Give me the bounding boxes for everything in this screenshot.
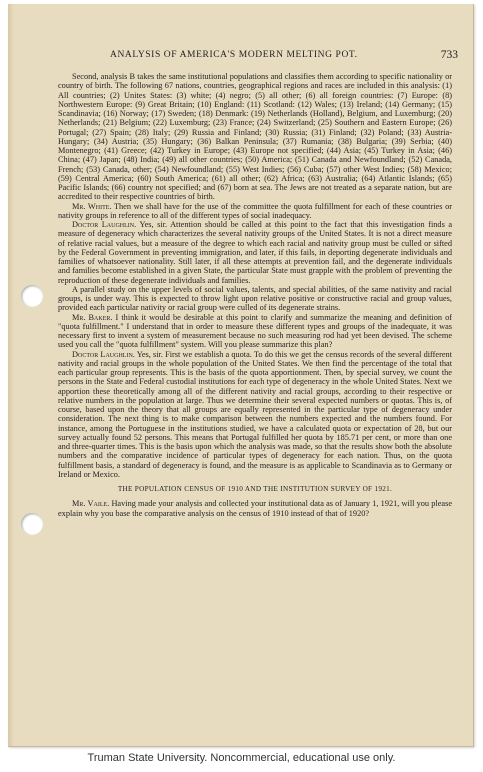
speaker-name: Mr. White. [72, 201, 112, 211]
page-header [66, 50, 458, 66]
paragraph-white [58, 202, 452, 221]
paragraph-baker [58, 313, 452, 350]
paragraph-text: I think it would be desirable at this point to clarify and summarize the meaning and definition of "quota fulfillment." I understand that in order to measure these different types and groups of the inadequate, it was necessary first to invent a system of measurement because no such measuring rod had yet been devised. The scheme used you call the "quota fulfillment" system. Will you please summarize this plan? [58, 312, 452, 350]
running-head: ANALYSIS OF AMERICA'S MODERN MELTING POT. [110, 50, 358, 60]
paragraph-parallel-study: A parallel study on the upper levels of social values, talents, and special abilities, of the same nativity and racial groups, is under way. This is expected to throw light upon relative positive or constructive racial and group values, provided each particular nativity or racial group were culled of its degenerate strains. [58, 284, 452, 313]
speaker-name: Mr. Vaile. [72, 499, 110, 509]
copyright-footer: Truman State University. Noncommercial, educational use only. [87, 752, 396, 764]
paragraph-analysis-b: Second, analysis B takes the same institutional populations and classifies them according to specific nationality or country of birth. The following 67 nations, countries, geographical regions and races are included in this analysis: (1) All countries; (2) Unites States: (3) white; (4) negro; (5) all other; (6) all foreign countries: (7) Europe: (8) Northwestern Europe: (9) Great Britain; (10) England: (11) Scotland: (12) Wales; (13) Ireland; (14) Germany; (15) Scandinavia; (16) Norway; (17) Sweden; (18) Denmark: (19) Netherlands (Holland), Belgium, and Luxemburg; (20) Netherlands; (21) Belgium; (22) Luxemburg; (23) France; (24) Switzerland; (25) Southern and Eastern Europe; (26) Portugal; (27) Spain; (28) Italy; (29) Russia and Finland; (30) Russia; (31) Finland; (32) Poland; (33) Austria-Hungary; (34) Austria; (35) Hungary; (36) Balkan Peninsula; (37) Rumania; (38) Bulgaria; (39) Serbia; (40) Montenegro; (41) Greece; (42) Turkey in Europe; (43) Europe not specified; (44) Asia; (45) Turkey in Asia; (46) China; (47) Japan; (48) India; (49) all other countries; (50) America; (51) Canada and Newfoundland; (52) Canada, French; (53) Canada, other; (54) Newfoundland; (55) West Indies; (56) Cuba; (57) other West Indies; (58) Mexico; (59) Central America; (60) South America; (61) all other; (62) Africa; (63) Australia; (64) Atlantic Islands; (65) Pacific Islands; (66) country not specified; and (67) born at sea. The Jews are not treated as a separate nation, but are accredited to their respective countries of birth. [58, 72, 452, 202]
page-edge-shadow [8, 4, 14, 746]
page-number: 733 [440, 49, 458, 61]
speaker-name: Doctor Laughlin. [72, 349, 135, 359]
paragraph-laughlin-2 [58, 350, 452, 480]
paragraph-text: Yes, sir. First we establish a quota. To do this we get the census records of the several different nativity and racial groups in the whole population of the United States. We then find the percentage of the total that each particular group represents. This is the basis of the quota apportionment. Then, by special survey, we count the persons in the State and Federal custodial institutions for each type of degeneracy in the whole United States. Next we apportion these theoretically among all of the different nativity and racial groups, according to their respective or relative numbers in the population at large. Thus we determine their several expected numbers or quotas. This is, of course, based upon the theory that all groups are equally represented in the particular type of degeneracy under consideration. The next thing is to make comparison between the numbers expected and the numbers found. For instance, among the Portuguese in the institutions studied, we have a calculated quota or expectation of 28, but our survey actually found 52 persons. This means that Portugal fulfilled her quota by 185.71 per cent, or more than one and three-quarter times. This is the basis upon which the analysis was made, so that the results show both the absolute numbers and the comparative incidence of particular types of degeneracy for each nation. Thus, on the quota fulfillment basis, a standard of degeneracy is found, and the measure is as applicable to Scandinavia as to Germany or Ireland or Mexico. [58, 349, 452, 479]
section-heading: THE POPULATION CENSUS OF 1910 AND THE INSTITUTION SURVEY OF 1921. [117, 485, 393, 493]
speaker-name: Mr. Baker. [72, 312, 113, 322]
speaker-name: Doctor Laughlin. [72, 220, 137, 229]
body-text [58, 72, 452, 518]
paragraph-text: Having made your analysis and collected your institutional data as of January 1, 1921, will you please explain why you base the comparative analysis on the census of 1910 instead of that of 1920? [58, 499, 453, 518]
binder-hole-upper [21, 285, 43, 307]
paragraph-vaile [58, 499, 452, 518]
paragraph-laughlin-1 [58, 220, 452, 285]
binder-hole-lower [21, 513, 43, 535]
paragraph-text: Yes, sir. Attention should be called at this point to the fact that this investigation finds a measure of degeneracy which characterizes the several nativity groups of the United States. It is not a direct measure of relative racial values, but a measure of the degree to which each racial and nativity group must be culled or sifted by the Federal Government in preventing immigration, and later, if this fails, in deporting degenerate individuals and families of whatsoever nationality. Still later, if all these attempts at prevention fail, and the degenerate individuals and families become established in a given State, the particular State must grapple with the problem of preventing the reproduction of these degenerate individuals and families. [58, 220, 453, 285]
paragraph-text: Then we shall have for the use of the committee the quota fulfillment for each of these countries or nativity groups in reference to all of the different types of social inadequacy. [58, 201, 452, 220]
